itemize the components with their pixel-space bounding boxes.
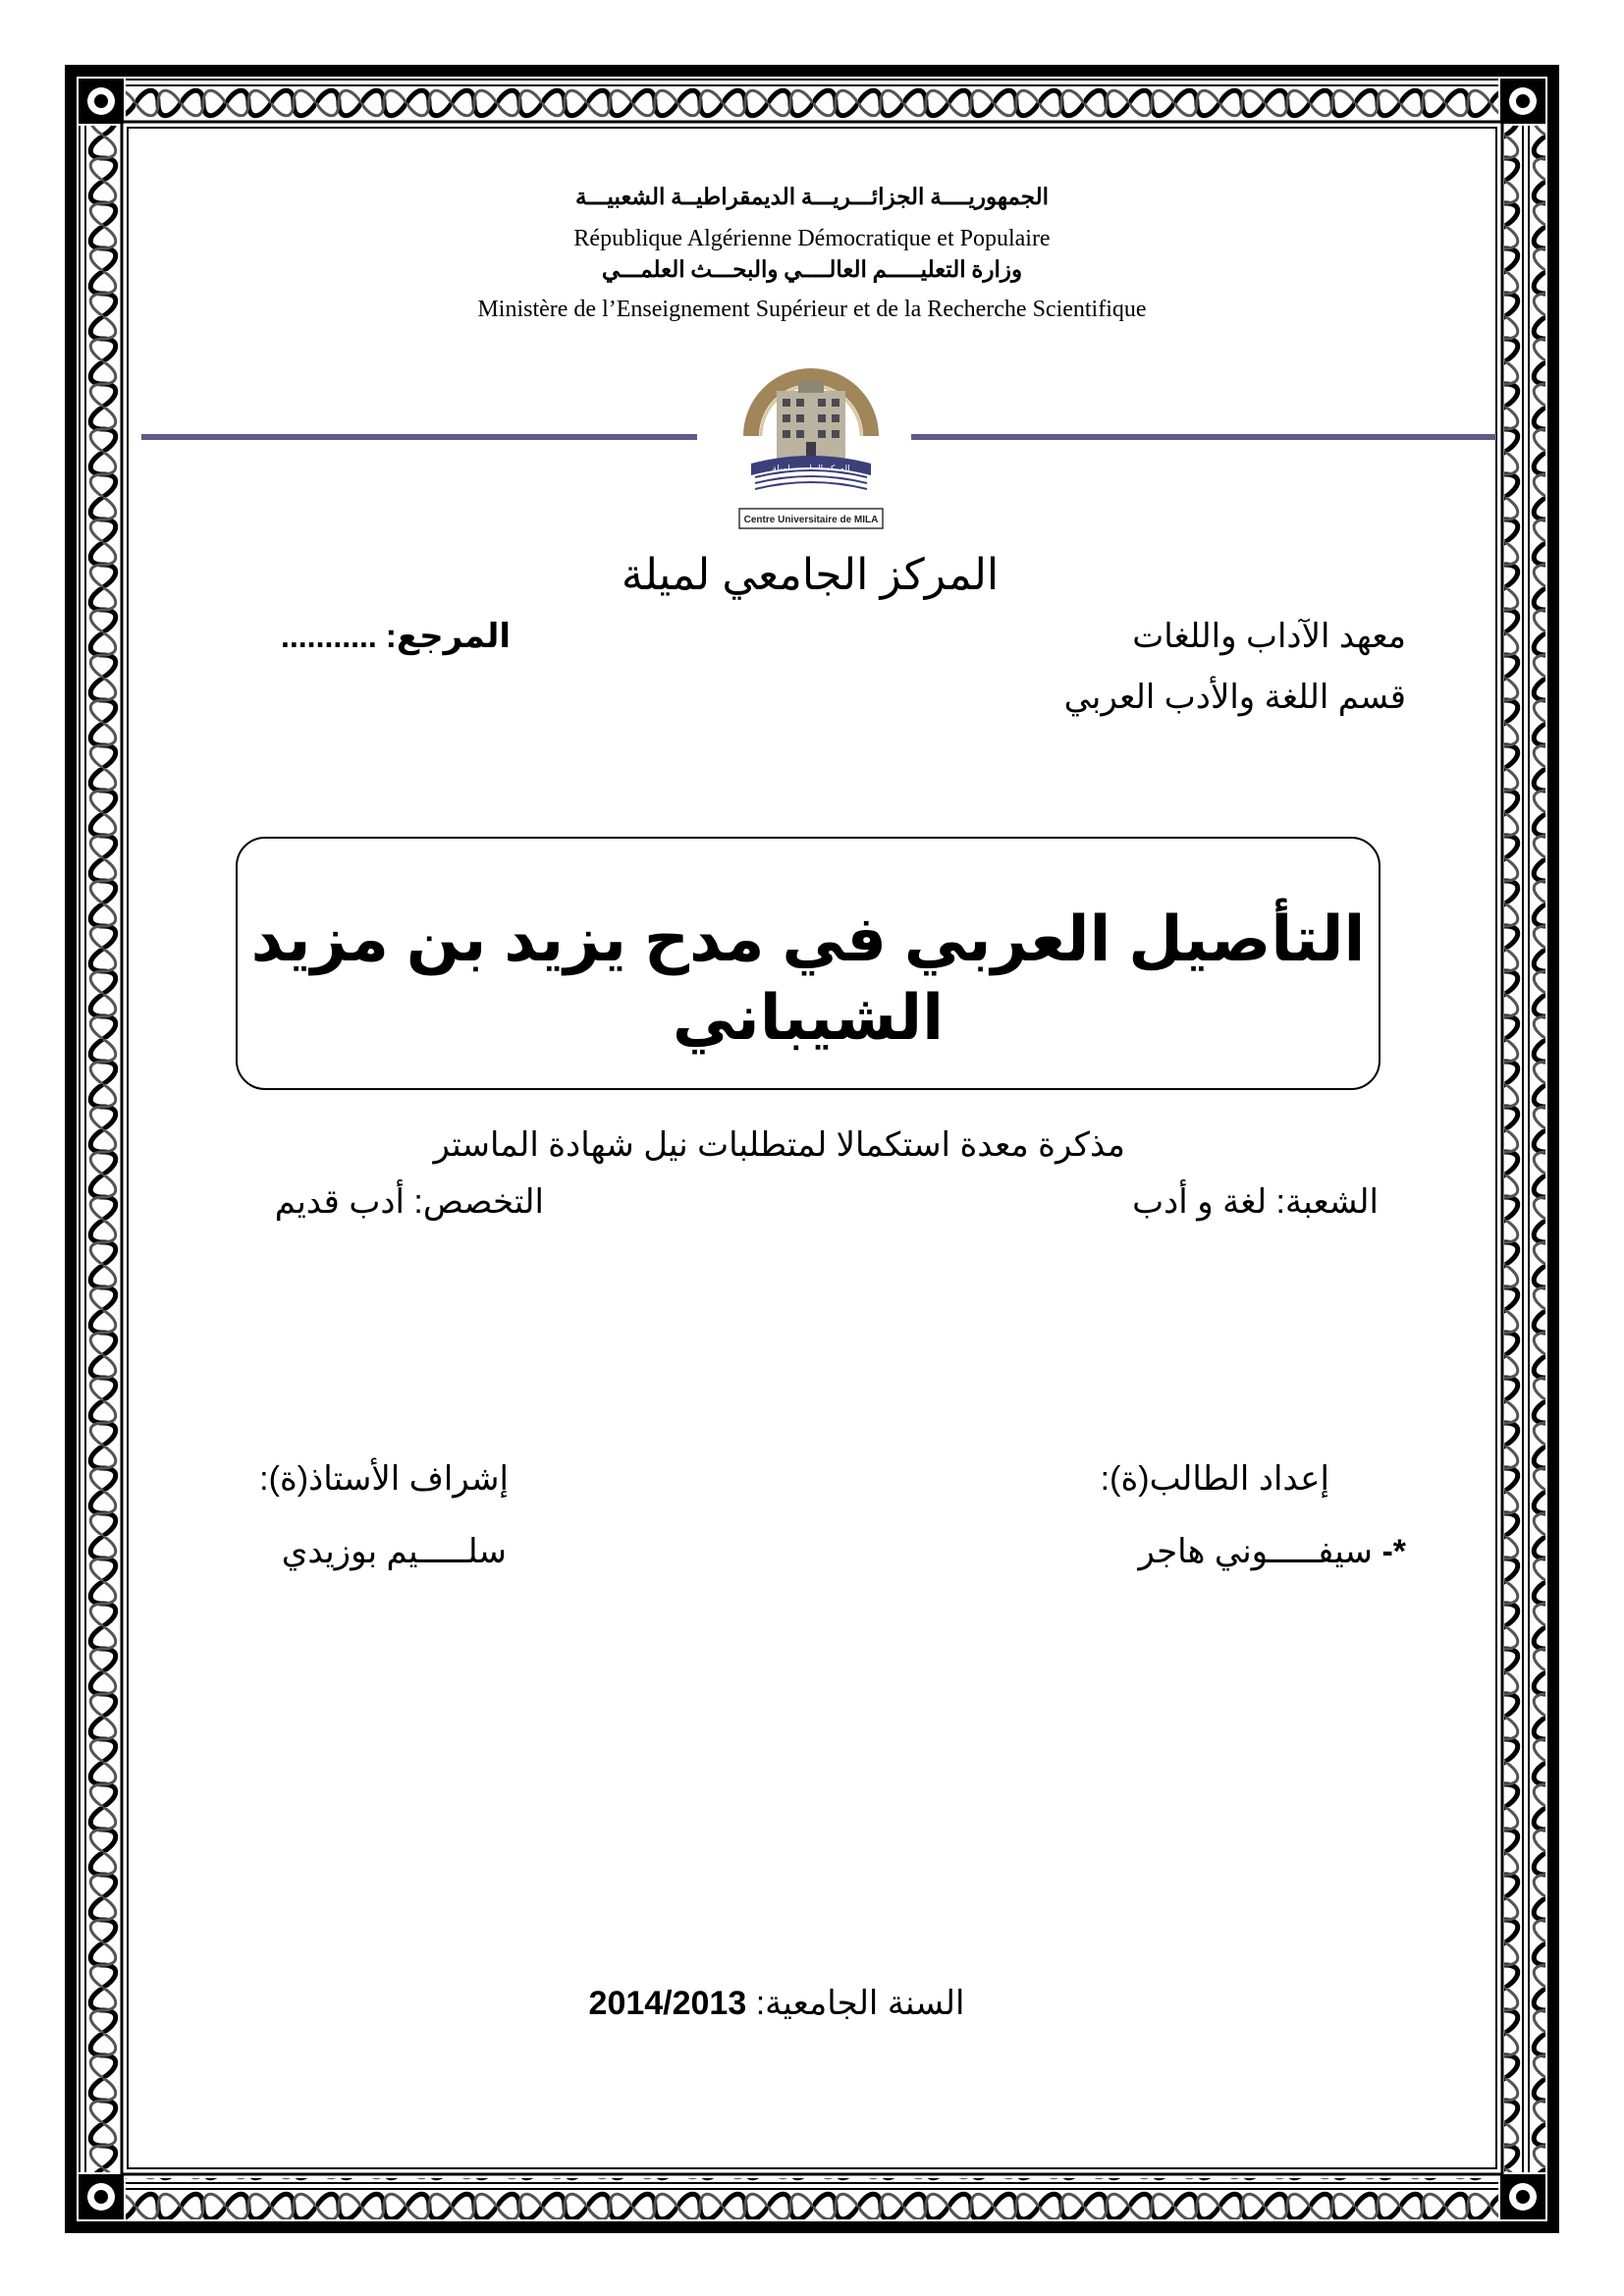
specialty-row xyxy=(275,1182,544,1222)
student-name: سيفـــــوني هاجر xyxy=(1138,1533,1373,1570)
year-label: السنة الجامعية: xyxy=(755,1985,965,2022)
thesis-title-box xyxy=(236,837,1380,1090)
ministry-french: Ministère de l’Enseignement Supérieur et de la Recherche Scientifique xyxy=(477,297,1147,322)
logo-arabic-band: المركز الجامعي لميلة xyxy=(772,465,850,474)
specialty-value: أدب قديم xyxy=(274,1183,405,1221)
thesis-title-line-1: التأصيل العربي في مدح يزيد بن مزيد xyxy=(250,903,1366,974)
logo-caption: Centre Universitaire de MILA xyxy=(743,515,879,525)
department-name: قسم اللغة والأدب العربي xyxy=(1063,679,1406,716)
reference-value: ........... xyxy=(281,619,377,654)
supervisor-name: سلـــــيم بوزيدي xyxy=(281,1533,507,1570)
year-value: 2014/2013 xyxy=(588,1985,747,2022)
thesis-title xyxy=(238,900,1379,1057)
branch-label: الشعبة: xyxy=(1275,1183,1379,1221)
republic-arabic: الجمهوريــــة الجزائـــريـــة الديمقراطيــة الشعبيـــة xyxy=(574,185,1050,209)
specialty-label: التخصص: xyxy=(413,1183,544,1221)
thesis-note: مذكرة معدة استكمالا لمتطلبات نيل شهادة الماستر xyxy=(433,1126,1125,1164)
header-rule-left xyxy=(141,434,697,440)
branch-row xyxy=(1132,1182,1379,1222)
university-logo xyxy=(722,348,900,540)
branch-value: لغة و أدب xyxy=(1132,1183,1268,1221)
republic-french: République Algérienne Démocratique et Populaire xyxy=(573,226,1051,251)
thesis-title-line-2: الشيباني xyxy=(672,982,945,1053)
institute-name: معهد الآداب واللغات xyxy=(1132,618,1406,655)
center-name: المركز الجامعي لميلة xyxy=(621,551,1000,599)
university-building-logo-icon xyxy=(722,348,900,540)
academic-year xyxy=(566,1984,988,2023)
header-rule-right xyxy=(911,434,1496,440)
supervisor-label: إشراف الأستاذ(ة): xyxy=(259,1460,509,1498)
student-bullet: *- xyxy=(1381,1533,1406,1570)
reference-label: المرجع: xyxy=(385,618,511,655)
ministry-arabic: وزارة التعليـــــم العالــــي والبحـــث العلمـــي xyxy=(601,257,1023,282)
student-label: إعداد الطالب(ة): xyxy=(1100,1460,1329,1498)
student-row xyxy=(1138,1532,1406,1571)
